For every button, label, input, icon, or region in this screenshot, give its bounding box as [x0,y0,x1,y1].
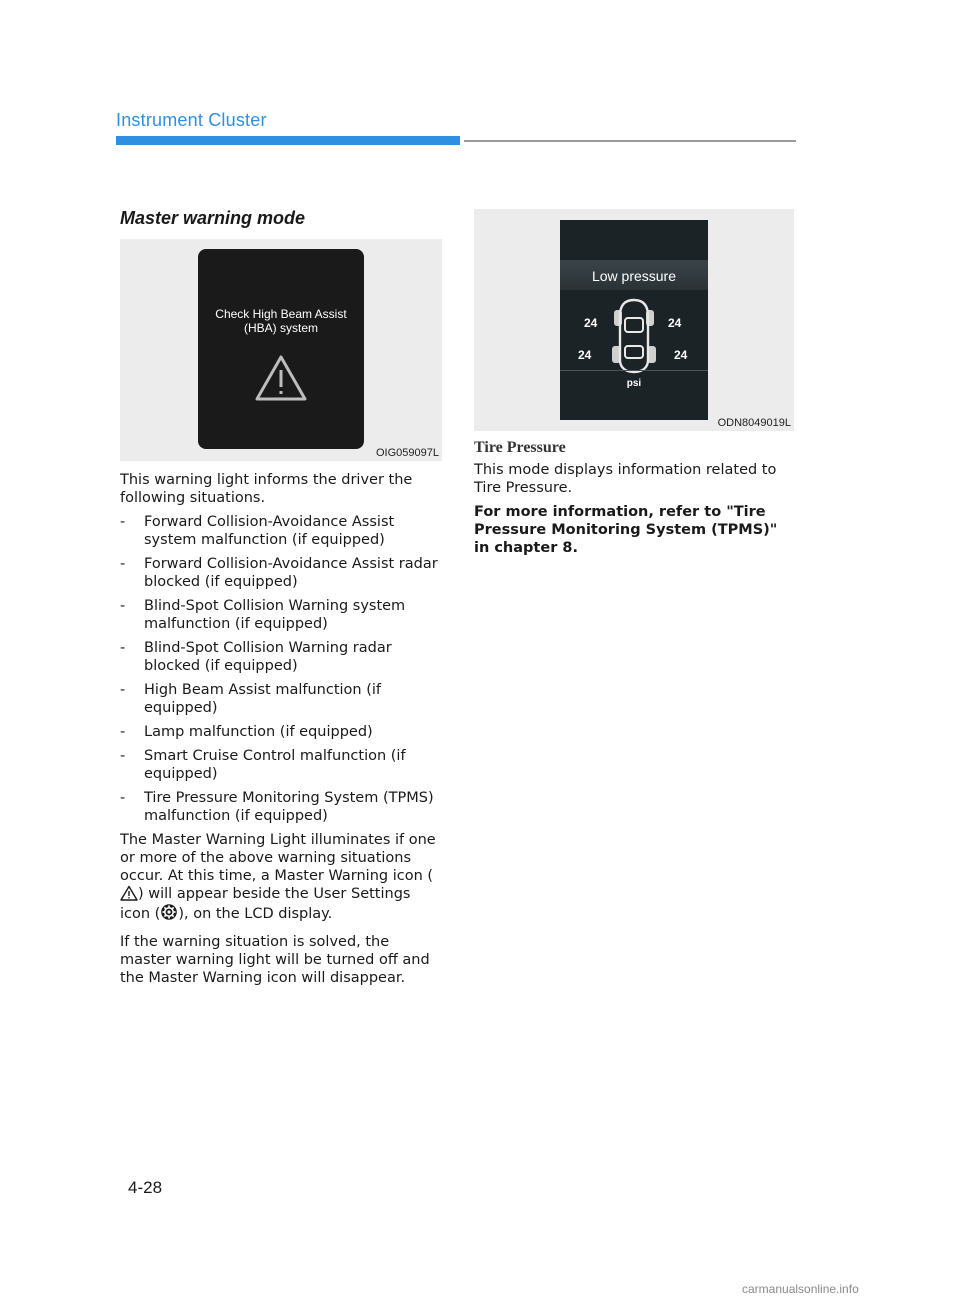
list-item-text: Smart Cruise Control malfunction (if equipped) [144,748,406,782]
section-header-title: Instrument Cluster [116,110,267,130]
pressure-unit: psi [626,378,642,389]
list-item [120,597,442,633]
watermark: carmanualsonline.info [742,1282,859,1296]
paragraph-text: ) will appear beside the User Settings icon ( [120,886,411,922]
dash-marker: - [120,682,126,698]
list-item [120,555,442,591]
list-item-text: Forward Collision-Avoidance Assist radar blocked (if equipped) [144,556,438,590]
screen-message-line1: Check High Beam Assist [215,307,347,321]
tire-pressure-paragraph: This mode displays information related to Tire Pressure. [474,462,777,496]
screen-message-line2: (HBA) system [243,321,318,335]
dash-marker: - [120,598,126,614]
tire-pressure-heading: Tire Pressure [474,439,566,456]
list-item [120,789,442,825]
tire-rear-left-value: 24 [578,348,592,362]
list-item-text: Tire Pressure Monitoring System (TPMS) malfunction (if equipped) [144,790,434,824]
figure-code: ODN8049019L [717,417,791,429]
master-warning-figure [120,239,442,461]
tire-front-left-value: 24 [584,316,598,330]
tire-rear-right-value: 24 [674,348,688,362]
dash-marker: - [120,514,126,530]
tire-front-right-value: 24 [668,316,682,330]
list-item [120,681,442,717]
paragraph-text: The Master Warning Light illuminates if one or more of the above warning situations occur. At this time, a Master Warning icon ( [120,832,436,884]
warning-triangle-icon [120,885,138,901]
paragraph-text: ), on the LCD display. [178,906,333,922]
figure-code: OIG059097L [376,447,439,459]
list-item-text: Blind-Spot Collision Warning system malfunction (if equipped) [144,598,406,632]
left-column [120,208,442,987]
gear-icon [160,903,178,921]
dash-marker: - [120,724,126,740]
list-item-text: Lamp malfunction (if equipped) [144,724,373,740]
list-item-text: Blind-Spot Collision Warning radar blocked (if equipped) [144,640,392,674]
master-warning-heading: Master warning mode [120,208,306,228]
warning-solved-paragraph: If the warning situation is solved, the master warning light will be turned off and the Master Warning icon will disappear. [120,934,430,986]
dash-marker: - [120,790,126,806]
dash-marker: - [120,640,126,656]
list-item [120,513,442,549]
dash-marker: - [120,748,126,764]
list-item-text: Forward Collision-Avoidance Assist system malfunction (if equipped) [144,514,395,548]
list-item-text: High Beam Assist malfunction (if equipped) [144,682,381,716]
cluster-screen [560,220,708,420]
header-accent-rule [116,136,460,145]
dash-marker: - [120,556,126,572]
warning-triangle-icon [253,353,309,403]
list-item [120,639,442,675]
list-item [120,747,442,783]
list-item [120,723,442,741]
cluster-screen [198,249,364,449]
master-warning-paragraph [120,831,442,923]
intro-paragraph: This warning light informs the driver the following situations. [120,472,413,506]
header-divider-rule [464,140,796,142]
screen-title: Low pressure [591,268,677,284]
right-column [474,208,796,557]
screen-bottom-band [560,370,708,371]
page-number: 4-28 [128,1178,163,1197]
car-top-view-icon [612,298,656,374]
more-info-paragraph: For more information, refer to "Tire Pressure Monitoring System (TPMS)" in chapter 8. [474,504,778,556]
tire-pressure-figure [474,209,794,431]
warning-situations-list [120,513,442,825]
